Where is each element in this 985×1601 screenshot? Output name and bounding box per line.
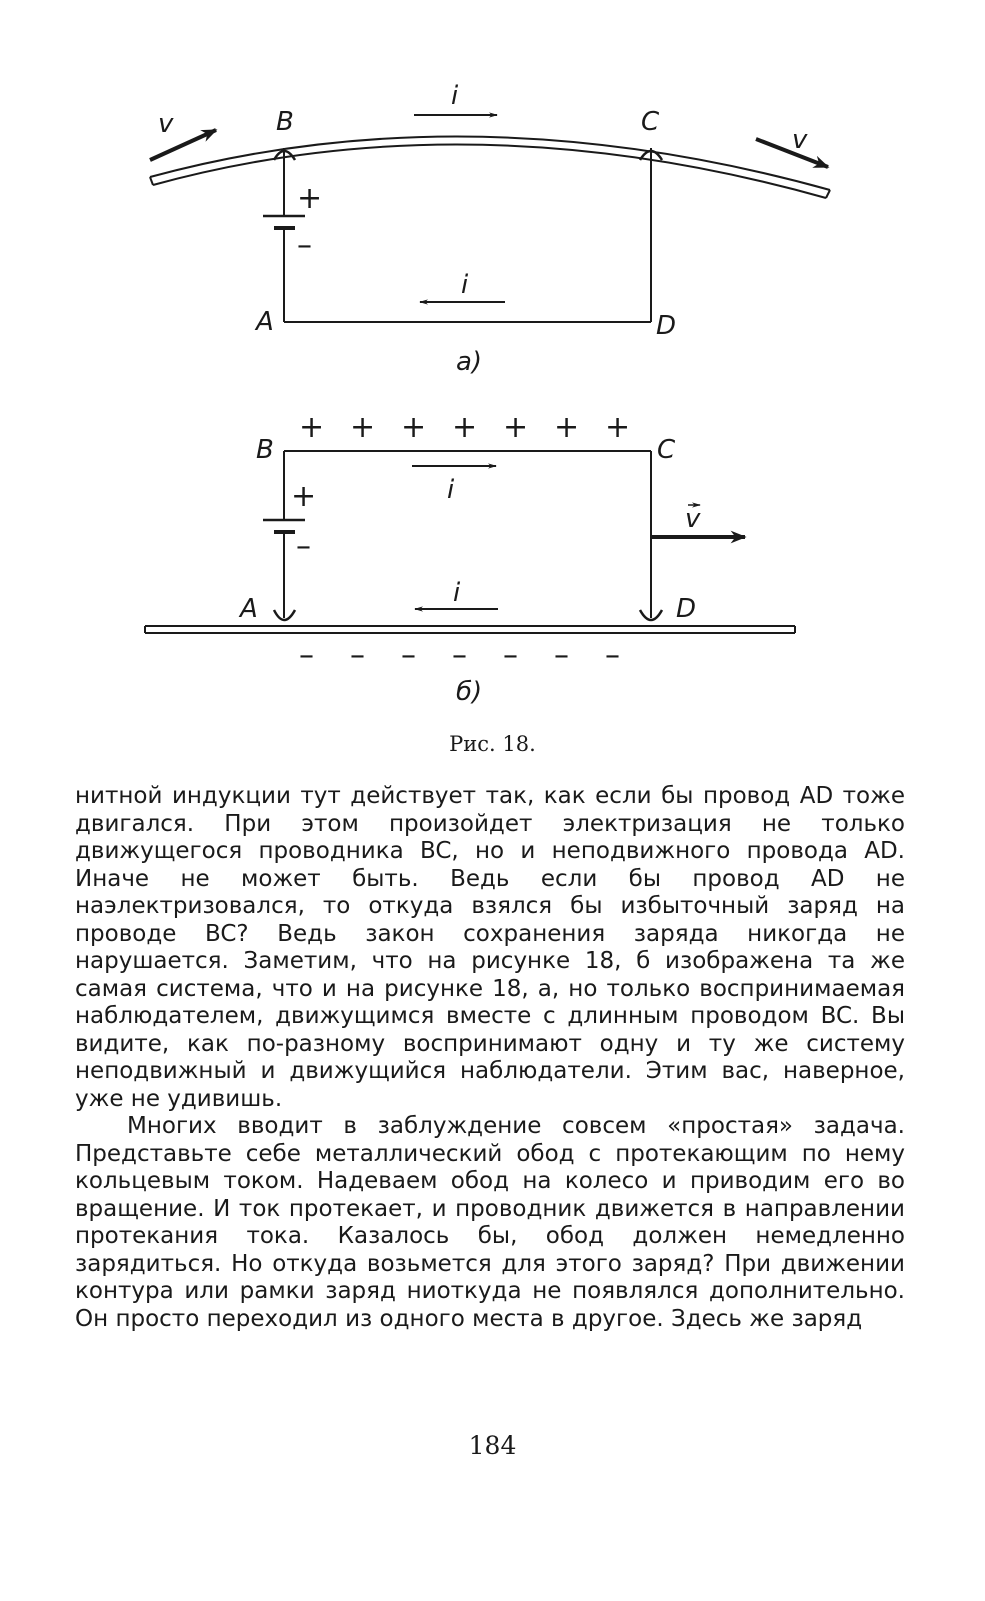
figure-b	[145, 410, 795, 707]
bottom-charge: –	[299, 638, 314, 673]
bottom-charge: –	[554, 638, 569, 673]
figure-18	[0, 0, 985, 730]
top-charge: +	[554, 410, 580, 445]
paragraph: нитной индукции тут действует так, как если бы провод AD тоже двигался. При этом произойдет электризация не только движущегося проводника BC, но и неподвижного провода AD. Иначе не может быть. Ведь если бы провод AD не наэлектризовался, то откуда взялся бы избыточный заряд на проводе BC? Ведь закон сохранения заряда никогда не нарушается. Заметим, что на рисунке 18, б изображена та же самая система, что и на рисунке 18, а, но только воспринимаемая наблюдателем, движущимся вместе с длинным проводом BC. Вы видите, как по-разному воспринимают одну и ту же систему неподвижный и движущийся наблюдатели. Этим вас, наверное, уже не удивишь.	[75, 783, 905, 1112]
bottom-charge: –	[401, 638, 416, 673]
top-charge: +	[299, 410, 325, 445]
page-number: 184	[468, 1431, 517, 1460]
top-charge: +	[401, 410, 427, 445]
battery-minus-b: –	[296, 529, 311, 564]
label-a-a: A	[256, 307, 274, 337]
label-d-b: D	[676, 594, 697, 624]
battery-minus-a: –	[297, 228, 312, 263]
top-charge: +	[503, 410, 529, 445]
velocity-label-right: v	[792, 125, 808, 155]
current-label-bottom-a: i	[461, 270, 469, 300]
battery-plus-b: +	[291, 479, 317, 514]
label-b-b: B	[256, 435, 274, 465]
bottom-charge: –	[605, 638, 620, 673]
velocity-label-left: v	[158, 109, 174, 139]
top-charge: +	[350, 410, 376, 445]
sublabel-b: б)	[456, 677, 483, 707]
top-charge: +	[605, 410, 631, 445]
current-label-top-b: i	[447, 475, 455, 505]
velocity-label-b: v	[685, 504, 701, 534]
top-charge: +	[452, 410, 478, 445]
sublabel-a: а)	[456, 347, 483, 377]
figure-a	[150, 81, 830, 377]
label-c-b: C	[657, 435, 676, 465]
current-label-bottom-b: i	[453, 578, 461, 608]
bottom-charges	[299, 638, 620, 673]
paragraph: Многих вводит в заблуждение совсем «простая» задача. Представьте себе металлический обод с протекающим по нему кольцевым током. Надеваем обод на колесо и приводим его во вращение. И ток протекает, и проводник движется в направлении протекания тока. Казалось бы, обод должен немедленно зарядиться. Но откуда возьмется для этого заряд? При движении контура или рамки заряд ниоткуда не появлялся дополнительно. Он просто переходил из одного места в другое. Здесь же заряд	[75, 1113, 905, 1332]
bottom-charge: –	[452, 638, 467, 673]
battery-plus-a: +	[297, 181, 323, 216]
label-b-a: B	[276, 107, 294, 137]
label-a-b: A	[240, 594, 258, 624]
bottom-charge: –	[350, 638, 365, 673]
label-d-a: D	[656, 311, 677, 341]
current-label-top-a: i	[451, 81, 459, 111]
figure-caption: Рис. 18.	[449, 732, 536, 756]
curved-wire-b	[153, 145, 826, 198]
top-charges	[299, 410, 630, 445]
body-text	[75, 783, 905, 1333]
label-c-a: C	[641, 107, 660, 137]
bottom-charge: –	[503, 638, 518, 673]
